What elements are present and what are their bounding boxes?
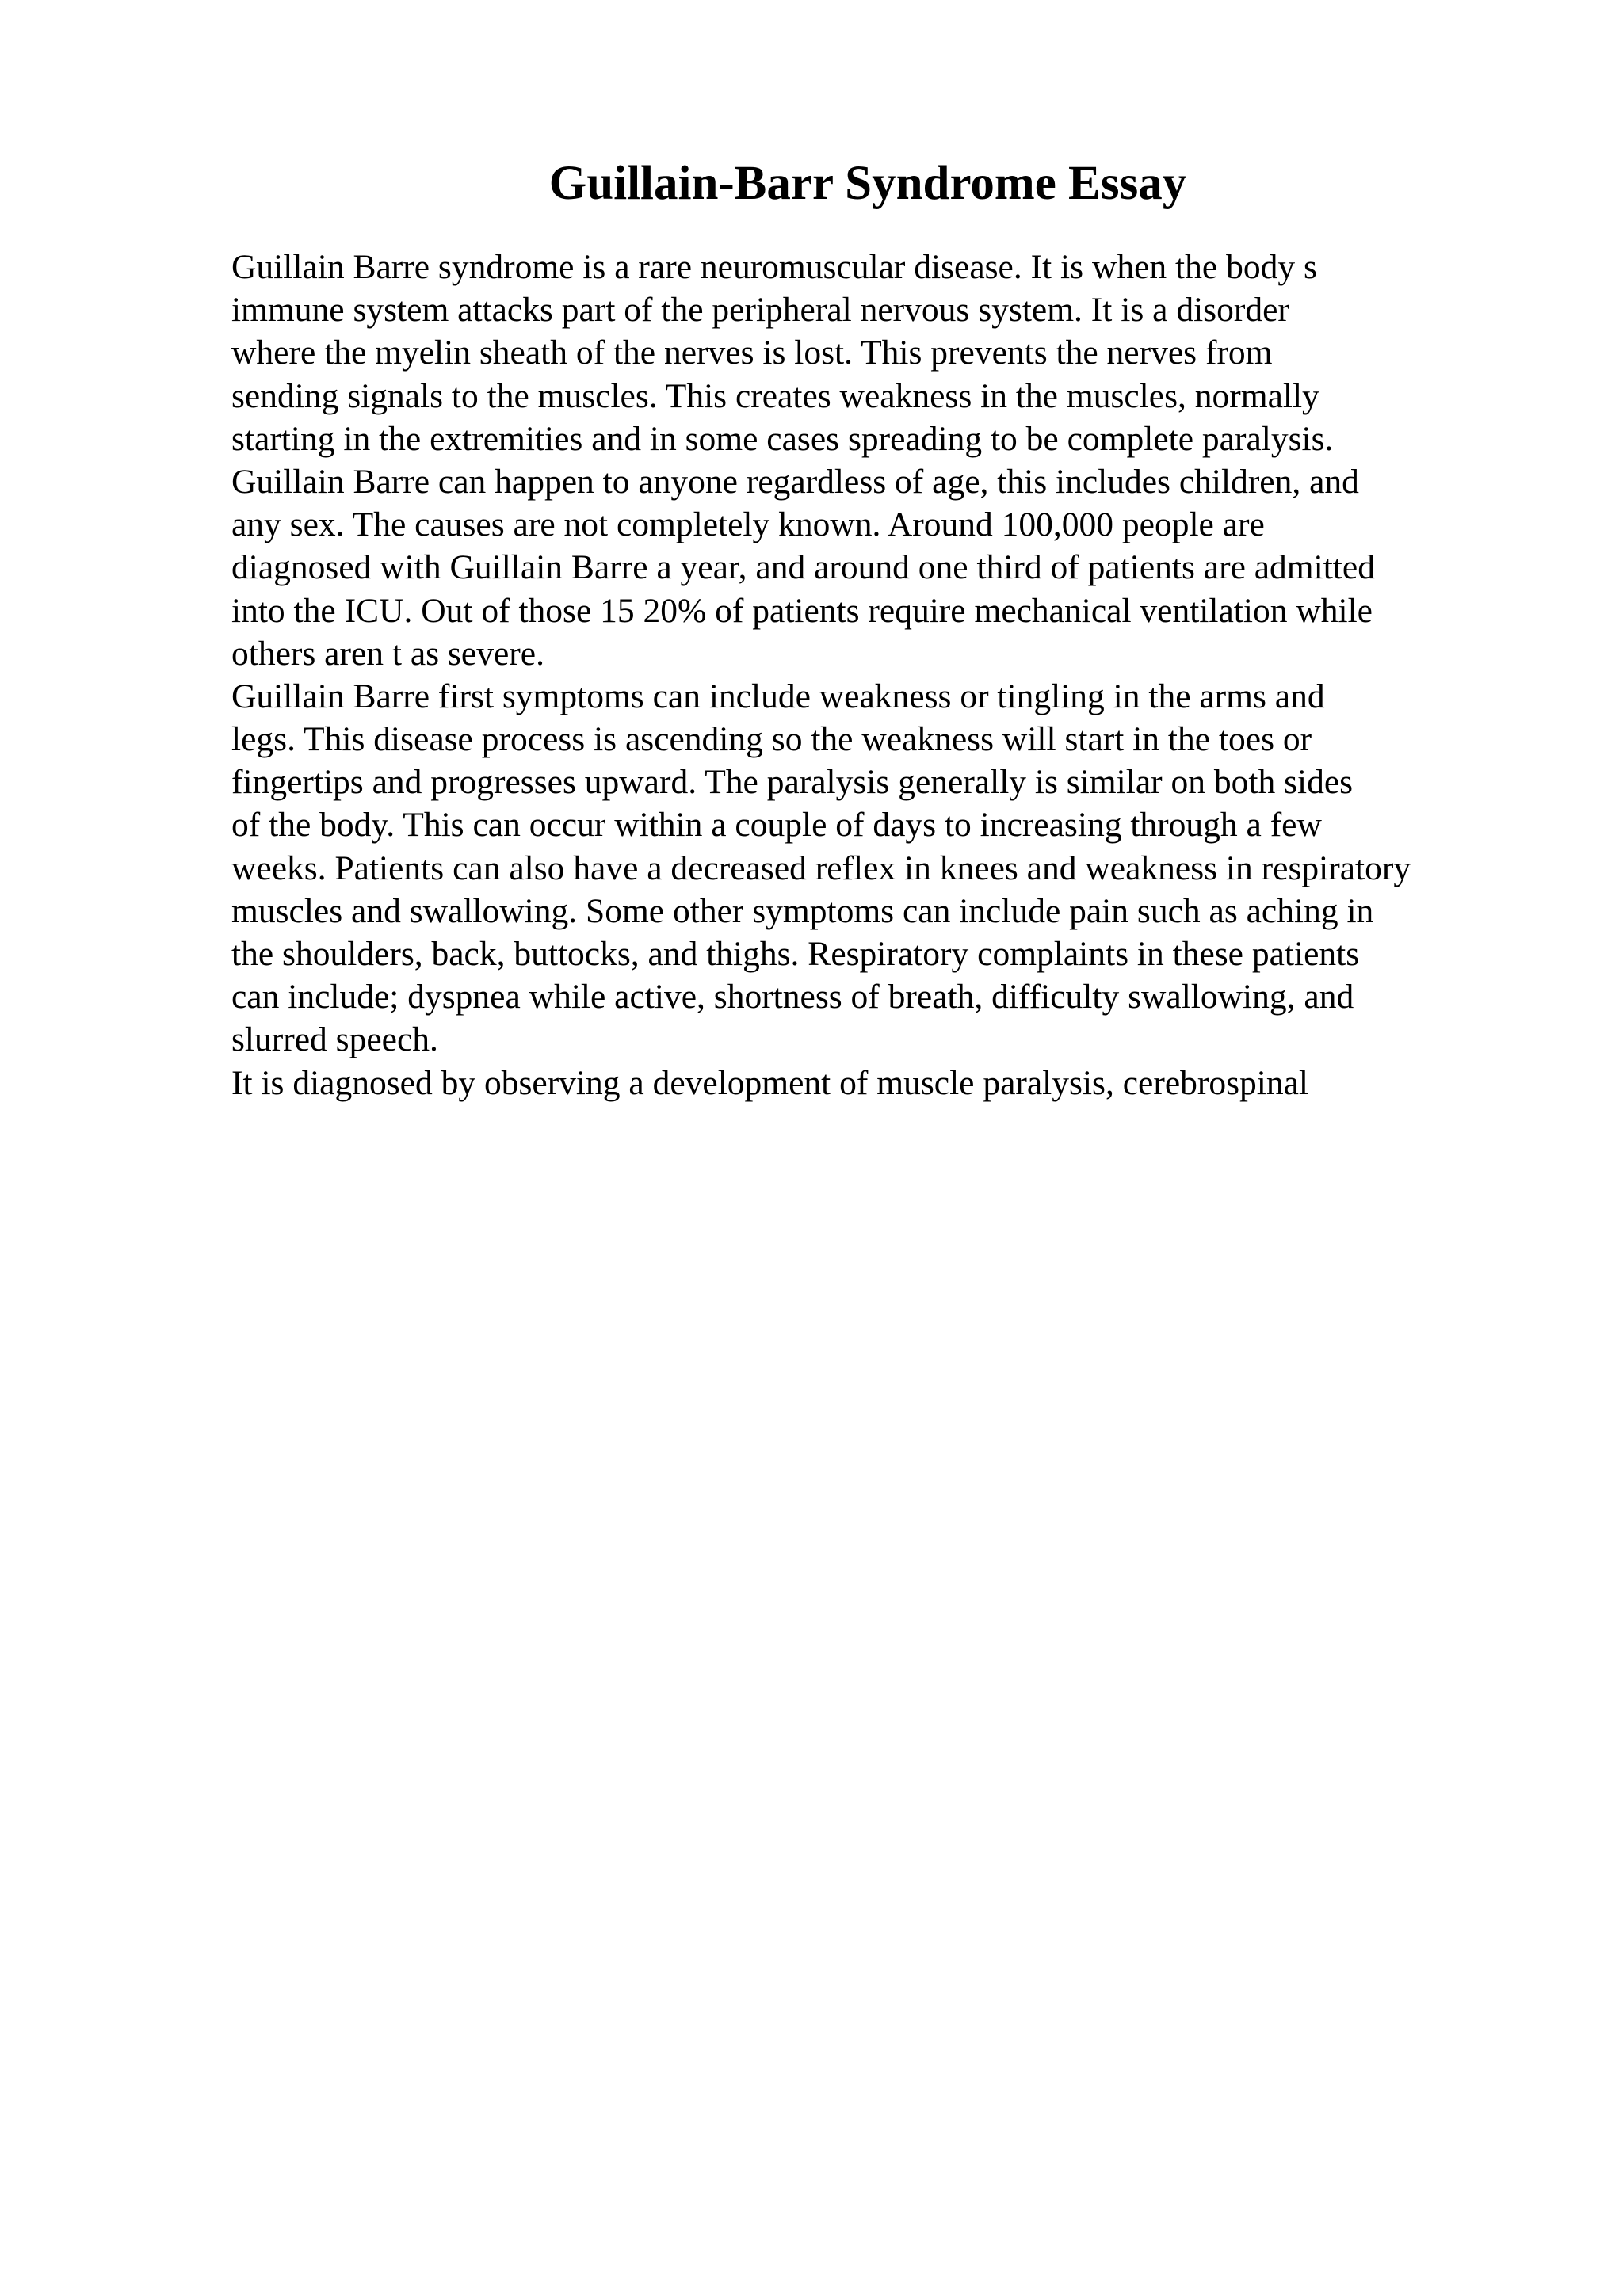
text-line: can include; dyspnea while active, shortness of breath, difficulty swallowing, and	[231, 978, 1354, 1016]
text-line: It is diagnosed by observing a development of muscle paralysis, cerebrospinal	[231, 1063, 1309, 1102]
text-line: diagnosed with Guillain Barre a year, and around one third of patients are admitted	[231, 548, 1375, 587]
text-line: muscles and swallowing. Some other symptoms can include pain such as aching in	[231, 891, 1374, 930]
text-line: fingertips and progresses upward. The paralysis generally is similar on both sides	[231, 763, 1354, 802]
text-line: weeks. Patients can also have a decreased reflex in knees and weakness in respiratory	[231, 849, 1411, 887]
text-line: immune system attacks part of the peripheral nervous system. It is a disorder	[231, 291, 1289, 330]
text-line: slurred speech.	[231, 1020, 438, 1059]
essay-body	[231, 246, 1610, 1104]
text-line: Guillain Barre first symptoms can include weakness or tingling in the arms and	[231, 677, 1325, 715]
text-line: Guillain Barre can happen to anyone regardless of age, this includes children, and	[231, 462, 1359, 501]
text-line: starting in the extremities and in some cases spreading to be complete paralysis.	[231, 419, 1334, 458]
document-title: Guillain-Barr Syndrome Essay	[548, 157, 1187, 210]
text-line: of the body. This can occur within a couple of days to increasing through a few	[231, 806, 1322, 845]
text-line: where the myelin sheath of the nerves is lost. This prevents the nerves from	[231, 334, 1273, 372]
text-line: any sex. The causes are not completely known. Around 100,000 people are	[231, 505, 1265, 544]
text-line: others aren t as severe.	[231, 634, 544, 673]
text-line: Guillain Barre syndrome is a rare neuromuscular disease. It is when the body s	[231, 248, 1317, 286]
text-line: sending signals to the muscles. This creates weakness in the muscles, normally	[231, 376, 1319, 415]
text-line: into the ICU. Out of those 15 20% of patients require mechanical ventilation while	[231, 591, 1373, 630]
text-line: legs. This disease process is ascending so the weakness will start in the toes or	[231, 720, 1312, 759]
text-line: the shoulders, back, buttocks, and thighs. Respiratory complaints in these patients	[231, 935, 1360, 973]
